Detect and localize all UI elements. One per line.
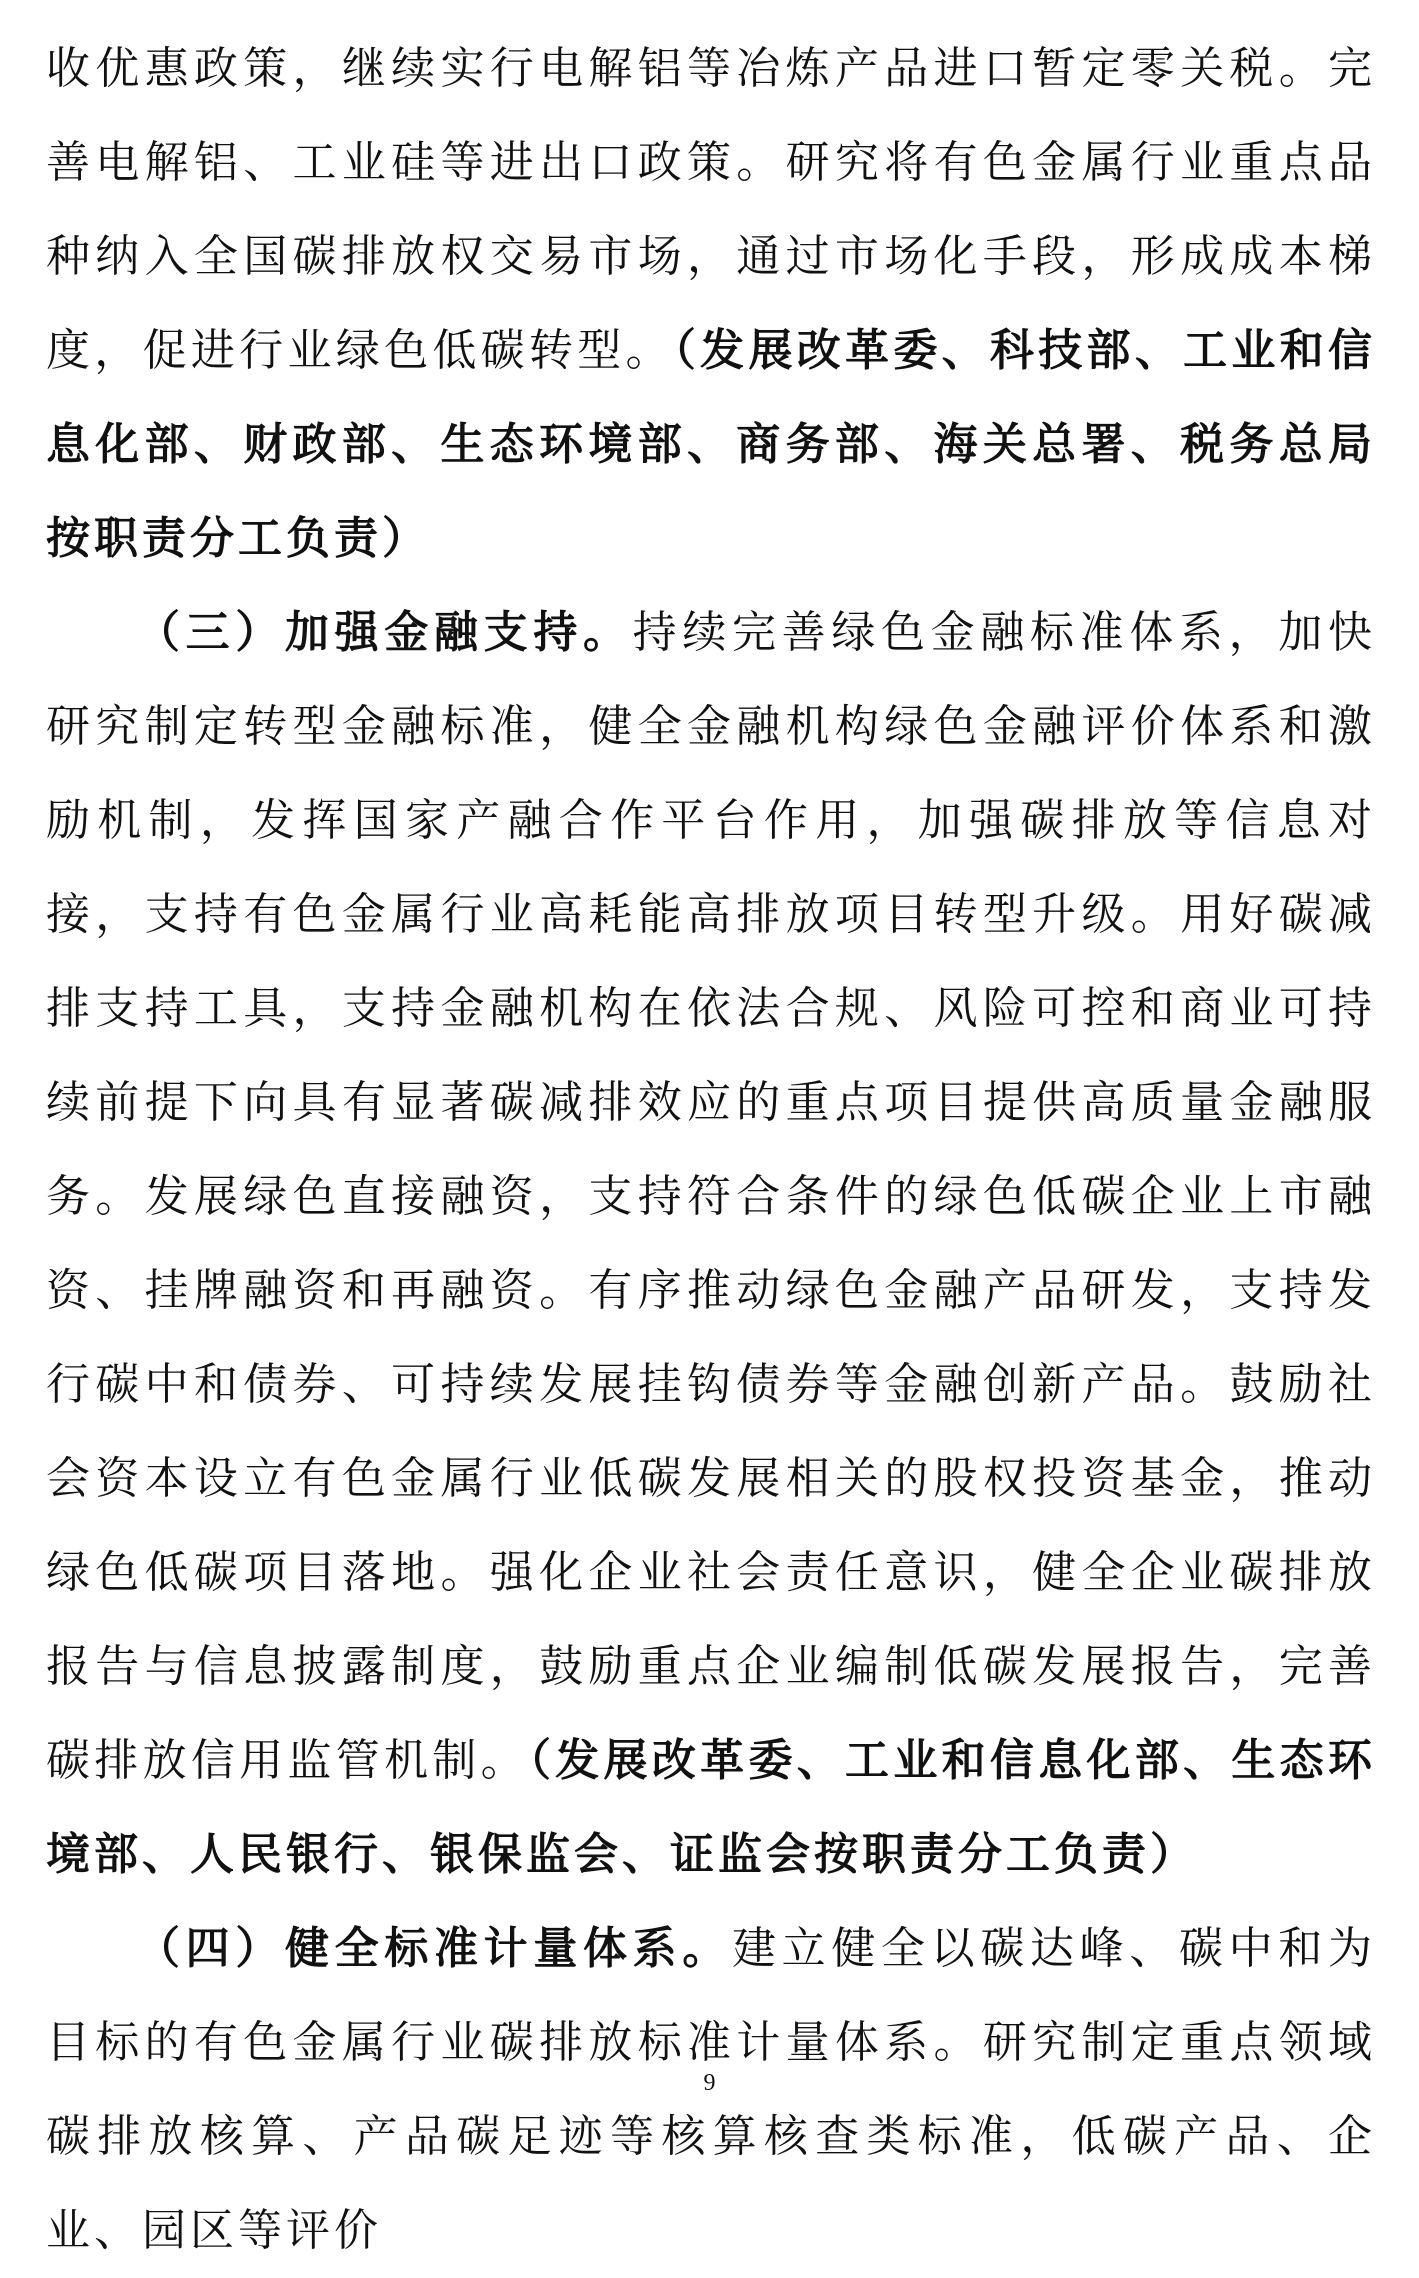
paragraph-financial-support xyxy=(46,586,1376,1902)
section-heading: （三）加强金融支持。 xyxy=(136,607,633,658)
paragraph-body: 收优惠政策，继续实行电解铝等冶炼产品进口暂定零关税。完善电解铝、工业硅等进出口政策。研究将有色金属行业重点品种纳入全国碳排放权交易市场，通过市场化手段，形成成本梯度，促进行业绿色低碳转型。 xyxy=(46,43,1376,376)
page-number: 9 xyxy=(703,2070,716,2096)
responsible-departments: （发展改革委、科技部、工业和信息化部、财政部、生态环境部、商务部、海关总署、税务总局按职责分工负责） xyxy=(46,325,1377,564)
responsible-departments: （发展改革委、工业和信息化部、生态环境部、人民银行、银保监会、证监会按职责分工负责） xyxy=(46,1735,1377,1880)
paragraph-body: 建立健全以碳达峰、碳中和为目标的有色金属行业碳排放标准计量体系。研究制定重点领域碳排放核算、产品碳足迹等核算核查类标准，低碳产品、企业、园区等评价 xyxy=(46,1923,1376,2256)
paragraph-body: 持续完善绿色金融标准体系，加快研究制定转型金融标准，健全金融机构绿色金融评价体系和激励机制，发挥国家产融合作平台作用，加强碳排放等信息对接，支持有色金属行业高耗能高排放项目转型升级。用好碳减排支持工具，支持金融机构在依法合规、风险可控和商业可持续前提下向具有显著碳减排效应的重点项目提供高质量金融服务。发展绿色直接融资，支持符合条件的绿色低碳企业上市融资、挂牌融资和再融资。有序推动绿色金融产品研发，支持发行碳中和债券、可持续发展挂钩债券等金融创新产品。鼓励社会资本设立有色金属行业低碳发展相关的股权投资基金，推动绿色低碳项目落地。强化企业社会责任意识，健全企业碳排放报告与信息披露制度，鼓励重点企业编制低碳发展报告，完善碳排放信用监管机制。 xyxy=(46,607,1377,1786)
body-text xyxy=(46,22,1376,2278)
section-heading: （四）健全标准计量体系。 xyxy=(136,1923,732,1974)
paragraph-tariff-policy xyxy=(46,22,1376,586)
